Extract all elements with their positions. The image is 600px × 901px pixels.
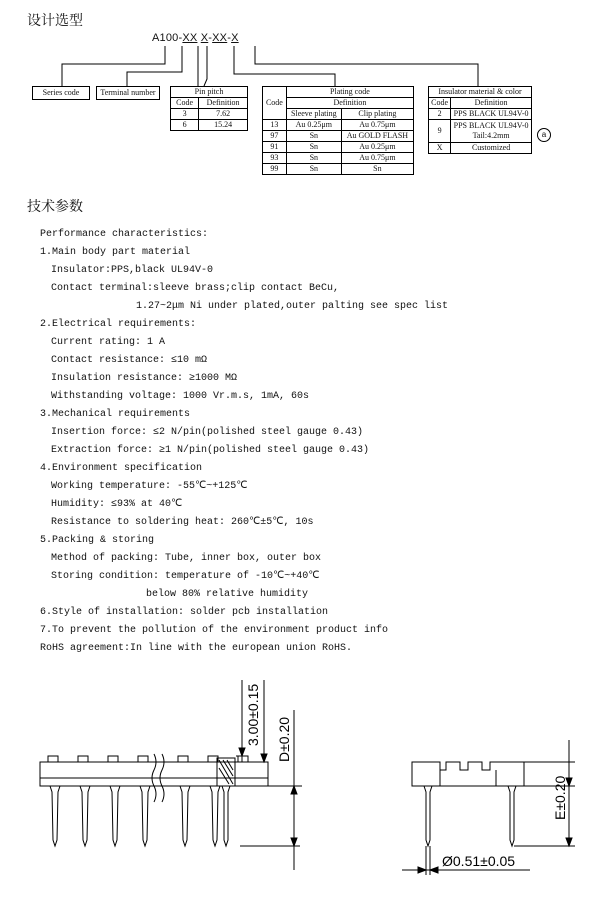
plating-header-sleeve: Sleeve plating xyxy=(286,109,341,120)
dim-3-00: 3.00±0.15 xyxy=(245,683,261,746)
perf-line: Storing condition: temperature of -10℃~+40℃ xyxy=(51,571,320,582)
table-row xyxy=(429,120,532,143)
cell: Sn xyxy=(286,142,341,153)
cell: 6 xyxy=(171,120,199,131)
front-view-pin-right xyxy=(508,786,516,846)
code-prefix: A100 xyxy=(152,32,179,44)
technical-title: 技术参数 xyxy=(27,199,83,215)
perf-line: Extraction force: ≥1 N/pin(polished steel gauge 0.43) xyxy=(51,445,370,456)
cell: 3 xyxy=(171,109,199,120)
selection-title: 设计选型 xyxy=(27,13,83,29)
dim-e: E±0.20 xyxy=(552,775,568,820)
cell: Au 0.75μm xyxy=(341,153,413,164)
section-contact xyxy=(217,758,235,846)
cell: Sn xyxy=(286,164,341,175)
table-row xyxy=(171,109,248,120)
side-view-body xyxy=(40,762,268,786)
perf-line: Contact terminal:sleeve brass;clip contact BeCu, xyxy=(51,283,340,294)
perf-line: 1.27~2μm Ni under plated,outer palting see spec list xyxy=(136,301,449,312)
table-row xyxy=(263,142,414,153)
cell: 99 xyxy=(263,164,287,175)
perf-line: Humidity: ≤93% at 40℃ xyxy=(51,499,183,510)
plating-code-table xyxy=(262,86,414,175)
series-code-label: Series code xyxy=(32,86,90,100)
perf-line: Withstanding voltage: 1000 Vr.m.s, 1mA, 60s xyxy=(51,391,310,402)
perf-line: 5.Packing & storing xyxy=(40,535,155,546)
insulator-header-code: Code xyxy=(429,98,451,109)
cell: Au 0.75μm xyxy=(341,120,413,131)
cell: 15.24 xyxy=(199,120,248,131)
code-xx-terminal: XX xyxy=(182,32,198,44)
cell: 97 xyxy=(263,131,287,142)
pin-pitch-header-definition: Definition xyxy=(199,98,248,109)
pin-pitch-table xyxy=(170,86,248,131)
cell: 7.62 xyxy=(199,109,248,120)
cell: 2 xyxy=(429,109,451,120)
code-sep-2: - xyxy=(208,32,213,44)
perf-line: 4.Environment specification xyxy=(40,463,203,474)
perf-line: Insertion force: ≤2 N/pin(polished steel gauge 0.43) xyxy=(51,427,364,438)
cell: PPS BLACK UL94V-0 xyxy=(451,109,532,120)
pin-pitch-header-code: Code xyxy=(171,98,199,109)
perf-line: 3.Mechanical requirements xyxy=(40,409,191,420)
side-view-pins xyxy=(50,786,220,846)
insulator-header-definition: Definition xyxy=(451,98,532,109)
dim-pin-diameter: Ø0.51±0.05 xyxy=(442,853,516,869)
perf-line: 6.Style of installation: solder pcb installation xyxy=(40,607,329,618)
plating-header-definition: Definition xyxy=(286,98,413,109)
table-row xyxy=(429,143,532,154)
table-row xyxy=(263,164,414,175)
plating-title: Plating code xyxy=(286,87,413,98)
insulator-title: Insulator material & color xyxy=(429,87,532,98)
perf-line: Insulation resistance: ≥1000 MΩ xyxy=(51,373,238,384)
perf-line: Contact resistance: ≤10 mΩ xyxy=(51,355,208,366)
cell: Au 0.25μm xyxy=(286,120,341,131)
front-view-pin-left xyxy=(424,786,432,846)
cell: Au 0.25μm xyxy=(341,142,413,153)
cell: 9 xyxy=(429,120,451,143)
table-row xyxy=(263,153,414,164)
code-xx-plating: XX xyxy=(212,32,228,44)
cell: PPS BLACK UL94V-0 Tail:4.2mm xyxy=(451,120,532,143)
circled-a-mark: a xyxy=(537,128,551,142)
perf-line: 2.Electrical requirements: xyxy=(40,319,197,330)
code-sep-1: - xyxy=(178,32,183,44)
perf-line: RoHS agreement:In line with the european union RoHS. xyxy=(40,643,353,654)
perf-line: 1.Main body part material xyxy=(40,247,191,258)
cell: Sn xyxy=(286,153,341,164)
cell: 93 xyxy=(263,153,287,164)
code-x-insulator: X xyxy=(231,32,239,44)
perf-line: Working temperature: -55℃~+125℃ xyxy=(51,481,248,492)
perf-line: Performance characteristics: xyxy=(40,229,209,240)
plating-header-clip: Clip plating xyxy=(341,109,413,120)
table-row xyxy=(429,109,532,120)
table-row xyxy=(263,131,414,142)
table-row xyxy=(171,120,248,131)
cell: Sn xyxy=(286,131,341,142)
perf-line: Resistance to soldering heat: 260℃±5℃, 10s xyxy=(51,517,314,528)
cell: Sn xyxy=(341,164,413,175)
code-x-pitch: X xyxy=(200,32,209,44)
insulator-table xyxy=(428,86,532,154)
side-view-stubs xyxy=(48,756,248,762)
cell: 91 xyxy=(263,142,287,153)
terminal-number-label: Terminal number xyxy=(96,86,160,100)
code-sep-3: - xyxy=(227,32,232,44)
perf-line: Current rating: 1 A xyxy=(51,337,166,348)
table-row xyxy=(263,120,414,131)
cell: X xyxy=(429,143,451,154)
perf-line: below 80% relative humidity xyxy=(146,589,309,600)
pin-pitch-title: Pin pitch xyxy=(171,87,248,98)
cell: Au GOLD FLASH xyxy=(341,131,413,142)
dim-d: D±0.20 xyxy=(276,716,292,762)
technical-drawing xyxy=(0,670,600,901)
cell: 13 xyxy=(263,120,287,131)
cell: Customized xyxy=(451,143,532,154)
perf-line: Insulator:PPS,black UL94V-0 xyxy=(51,265,214,276)
perf-line: Method of packing: Tube, inner box, outer box xyxy=(51,553,322,564)
perf-line: 7.To prevent the pollution of the environment product info xyxy=(40,625,389,636)
front-view-body xyxy=(412,762,524,786)
plating-header-code: Code xyxy=(263,87,287,120)
